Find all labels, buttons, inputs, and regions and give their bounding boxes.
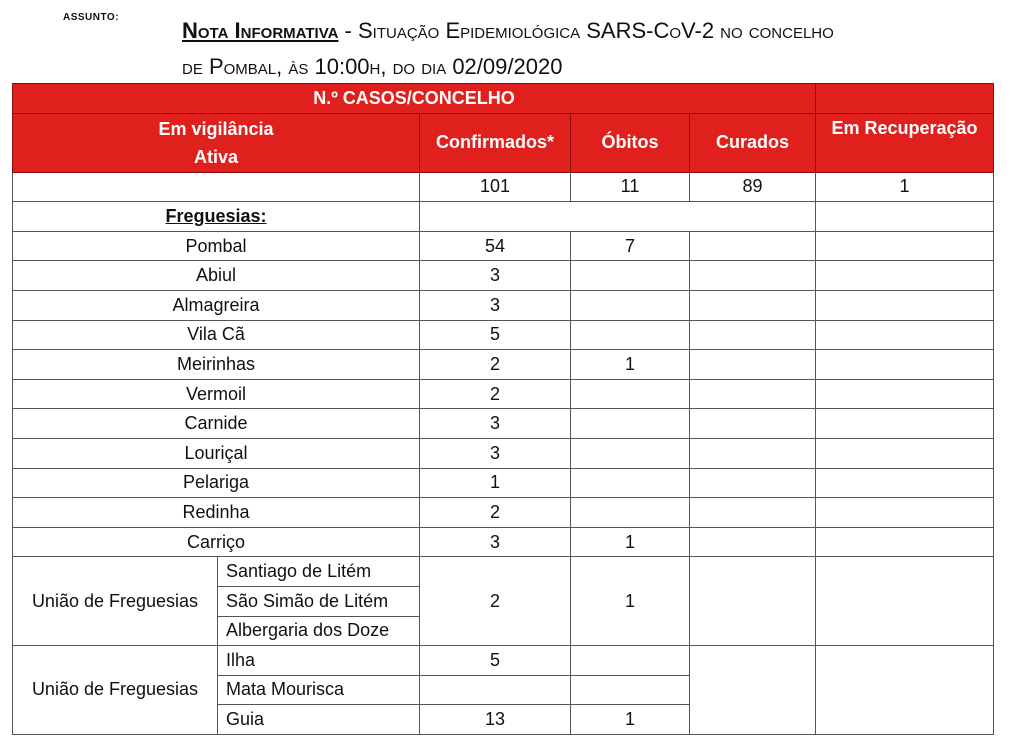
obitos-cell <box>571 261 690 291</box>
uniao-2-obitos: 1 <box>571 705 690 735</box>
confirmados-cell: 2 <box>420 379 571 409</box>
totals-obitos: 11 <box>571 172 690 202</box>
freguesia-name: Pombal <box>13 231 420 261</box>
recuperacao-cell <box>816 350 994 380</box>
uniao-2-recuperacao <box>816 646 994 735</box>
recuperacao-cell <box>816 438 994 468</box>
nota-informativa-label: Nota Informativa <box>182 18 339 43</box>
confirmados-cell: 3 <box>420 438 571 468</box>
table-row <box>13 438 994 468</box>
freguesia-name: Meirinhas <box>13 350 420 380</box>
curados-cell <box>690 350 816 380</box>
curados-cell <box>690 320 816 350</box>
uniao-2-curados <box>690 646 816 735</box>
title-rest: - Situação Epidemiológica SARS-CoV-2 no concelho <box>338 18 834 43</box>
obitos-cell <box>571 379 690 409</box>
obitos-cell <box>571 409 690 439</box>
recuperacao-cell <box>816 468 994 498</box>
table-row <box>13 468 994 498</box>
obitos-cell: 1 <box>571 350 690 380</box>
freguesia-name: Abiul <box>13 261 420 291</box>
freguesia-name: Carriço <box>13 527 420 557</box>
totals-recuperacao: 1 <box>816 172 994 202</box>
totals-confirmados: 101 <box>420 172 571 202</box>
confirmados-cell: 1 <box>420 468 571 498</box>
freguesia-name: Pelariga <box>13 468 420 498</box>
curados-cell <box>690 290 816 320</box>
obitos-cell <box>571 290 690 320</box>
curados-cell <box>690 379 816 409</box>
uniao-2-row <box>13 646 994 676</box>
document-title-line-2: de Pombal, às 10:00h, do dia 02/09/2020 <box>182 54 563 79</box>
table-row <box>13 350 994 380</box>
recuperacao-cell <box>816 379 994 409</box>
obitos-cell <box>571 320 690 350</box>
recuperacao-cell <box>816 498 994 528</box>
recuperacao-cell <box>816 320 994 350</box>
header-row-1 <box>13 84 994 114</box>
uniao-2-sub: Ilha <box>218 646 420 676</box>
freguesia-name: Almagreira <box>13 290 420 320</box>
curados-cell <box>690 261 816 291</box>
freguesia-name: Redinha <box>13 498 420 528</box>
freguesia-name: Carnide <box>13 409 420 439</box>
table-row <box>13 379 994 409</box>
obitos-cell: 1 <box>571 527 690 557</box>
table-row <box>13 231 994 261</box>
uniao-1-sub: Santiago de Litém <box>218 557 420 587</box>
freguesias-label: Freguesias: <box>13 202 420 232</box>
recuperacao-cell <box>816 527 994 557</box>
totals-vigilancia <box>13 172 420 202</box>
confirmados-cell: 2 <box>420 350 571 380</box>
uniao-1-confirmados: 2 <box>420 557 571 646</box>
freguesia-name: Vila Cã <box>13 320 420 350</box>
curados-cell <box>690 231 816 261</box>
uniao-2-confirmados: 13 <box>420 705 571 735</box>
obitos-cell <box>571 498 690 528</box>
uniao-2-obitos <box>571 646 690 676</box>
freguesia-name: Louriçal <box>13 438 420 468</box>
uniao-1-obitos: 1 <box>571 557 690 646</box>
em-vigilancia-header <box>13 113 420 172</box>
obitos-cell <box>571 468 690 498</box>
uniao-1-curados <box>690 557 816 646</box>
totals-curados: 89 <box>690 172 816 202</box>
uniao-1-sub: São Simão de Litém <box>218 586 420 616</box>
confirmados-cell: 5 <box>420 320 571 350</box>
em-recuperacao-header: Em Recuperação <box>816 113 994 172</box>
document-title-line-1 <box>182 18 834 44</box>
obitos-cell <box>571 438 690 468</box>
uniao-1-label: União de Freguesias <box>13 557 218 646</box>
casos-concelho-header: N.º CASOS/CONCELHO <box>13 84 816 114</box>
uniao-2-confirmados: 5 <box>420 646 571 676</box>
recuperacao-cell <box>816 409 994 439</box>
freguesia-name: Vermoil <box>13 379 420 409</box>
uniao-1-sub: Albergaria dos Doze <box>218 616 420 646</box>
uniao-2-confirmados <box>420 675 571 705</box>
table-row <box>13 320 994 350</box>
header-empty-cell <box>816 84 994 114</box>
confirmados-cell: 3 <box>420 290 571 320</box>
recuperacao-cell <box>816 261 994 291</box>
obitos-cell: 7 <box>571 231 690 261</box>
freguesias-empty <box>420 202 816 232</box>
freguesias-label-row <box>13 202 994 232</box>
table-row <box>13 290 994 320</box>
table-row <box>13 261 994 291</box>
confirmados-cell: 54 <box>420 231 571 261</box>
table-row <box>13 498 994 528</box>
confirmados-header: Confirmados* <box>420 113 571 172</box>
recuperacao-cell <box>816 290 994 320</box>
curados-cell <box>690 527 816 557</box>
totals-row <box>13 172 994 202</box>
header-row-2 <box>13 113 994 172</box>
uniao-2-sub: Mata Mourisca <box>218 675 420 705</box>
em-vigilancia-line2: Ativa <box>193 146 238 167</box>
confirmados-cell: 3 <box>420 527 571 557</box>
confirmados-cell: 3 <box>420 261 571 291</box>
obitos-header: Óbitos <box>571 113 690 172</box>
uniao-1-row <box>13 557 994 587</box>
curados-cell <box>690 498 816 528</box>
curados-cell <box>690 438 816 468</box>
confirmados-cell: 3 <box>420 409 571 439</box>
curados-cell <box>690 409 816 439</box>
curados-cell <box>690 468 816 498</box>
confirmados-cell: 2 <box>420 498 571 528</box>
uniao-2-sub: Guia <box>218 705 420 735</box>
em-vigilancia-line1: Em vigilância <box>158 118 274 139</box>
assunto-label: ASSUNTO: <box>63 12 120 23</box>
table-row <box>13 409 994 439</box>
cases-table <box>12 83 994 735</box>
freguesias-empty-right <box>816 202 994 232</box>
uniao-2-obitos <box>571 675 690 705</box>
curados-header: Curados <box>690 113 816 172</box>
table-row <box>13 527 994 557</box>
uniao-2-label: União de Freguesias <box>13 646 218 735</box>
recuperacao-cell <box>816 231 994 261</box>
uniao-1-recuperacao <box>816 557 994 646</box>
